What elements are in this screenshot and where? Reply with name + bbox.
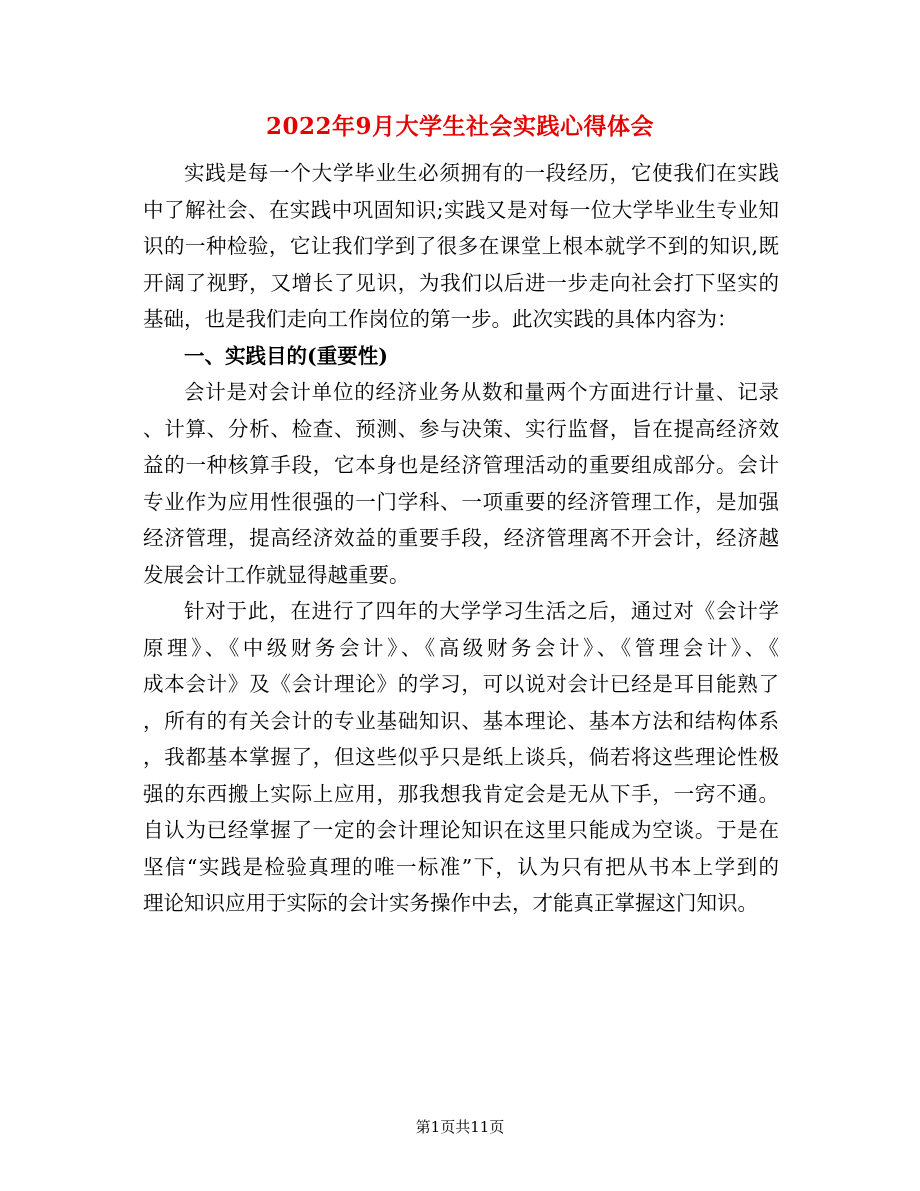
text-line: 针对于此，在进行了四年的大学学习生活之后，通过对《会计学: [184, 599, 779, 623]
text-line: ，所有的有关会计的专业基础知识、基本理论、基本方法和结构体系: [143, 708, 779, 733]
text-line: 自认为已经掌握了一定的会计理论知识在这里只能成为空谈。于是在: [143, 818, 779, 842]
text-line: 实践是每一个大学毕业生必须拥有的一段经历，它使我们在实践: [184, 161, 779, 185]
text-line: 识的一种检验，它让我们学到了很多在课堂上根本就学不到的知识,既: [143, 234, 779, 258]
text-line: 一、实践目的(重要性): [184, 343, 388, 368]
text-line: ，我都基本掌握了，但这些似乎只是纸上谈兵，倘若将这些理论性极: [143, 745, 779, 769]
paragraph: [143, 155, 779, 338]
text-line: 经济管理，提高经济效益的重要手段，经济管理离不开会计，经济越: [143, 526, 779, 550]
text-line: 原理》、《中级财务会计》、《高级财务会计》、《管理会计》、《: [143, 635, 779, 660]
text-line: 基础，也是我们走向工作岗位的第一步。此次实践的具体内容为：: [143, 307, 738, 331]
text-line: 理论知识应用于实际的会计实务操作中去，才能真正掌握这门知识。: [143, 891, 758, 915]
paragraph: [143, 593, 779, 922]
text-line: 会计是对会计单位的经济业务从数和量两个方面进行计量、记录: [184, 380, 779, 404]
text-line: 中了解社会、在实践中巩固知识;实践又是对每一位大学毕业生专业知: [143, 197, 779, 222]
text-line: 、计算、分析、检查、预测、参与决策、实行监督，旨在提高经济效: [143, 416, 779, 441]
document-title: 2022年9月大学生社会实践心得体会: [265, 113, 655, 140]
section-heading: [143, 338, 779, 375]
text-line: 发展会计工作就显得越重要。: [143, 562, 410, 587]
paragraph: [143, 374, 779, 593]
text-line: 开阔了视野，又增长了见识，为我们以后进一步走向社会打下坚实的: [143, 270, 779, 295]
text-line: 强的东西搬上实际上应用，那我想我肯定会是无从下手，一窍不通。: [143, 781, 779, 806]
text-line: 专业作为应用性很强的一门学科、一项重要的经济管理工作，是加强: [143, 489, 779, 514]
page-footer: 第1页共11页: [415, 1118, 505, 1136]
text-line: 成本会计》及《会计理论》的学习，可以说对会计已经是耳目能熟了: [143, 672, 779, 696]
document-body: [143, 155, 779, 922]
text-line: 益的一种核算手段，它本身也是经济管理活动的重要组成部分。会计: [143, 453, 779, 477]
text-line: 坚信“实践是检验真理的唯一标准”下，认为只有把从书本上学到的: [143, 854, 779, 879]
